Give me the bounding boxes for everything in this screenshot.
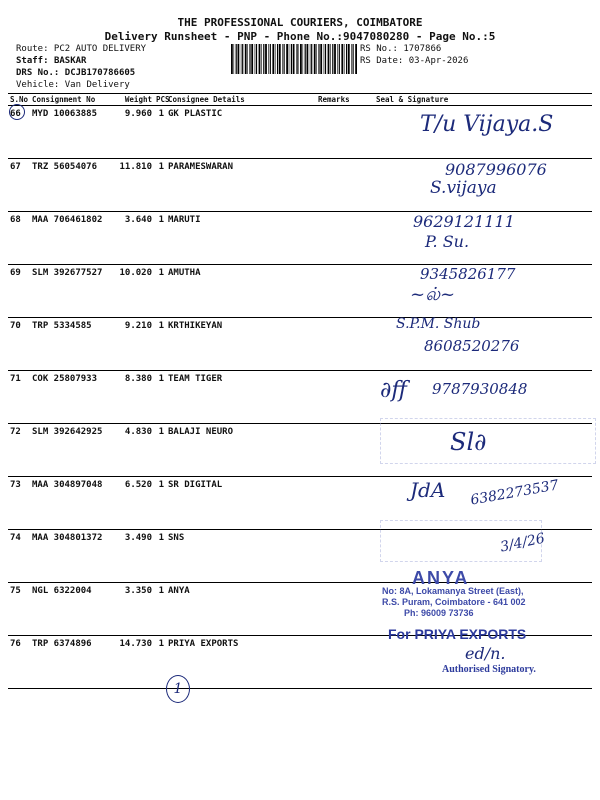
col-pcs: PCS xyxy=(156,95,170,104)
cell-remarks xyxy=(316,636,352,689)
drs-number: DRS No.: DCJB170786605 xyxy=(16,68,136,78)
date-74: 3/4/26 xyxy=(498,530,547,556)
priya-stamp-authorised: Authorised Signatory. xyxy=(442,664,536,675)
cell-consignment: MAA 706461802 xyxy=(30,212,114,265)
cell-consignment: MAA 304801372 xyxy=(30,530,114,583)
cell-consignment: COK 25807933 xyxy=(30,371,114,424)
anya-stamp-phone: Ph: 96009 73736 xyxy=(404,608,474,618)
cell-remarks xyxy=(316,159,352,212)
rs-date: RS Date: 03-Apr-2026 xyxy=(360,56,469,66)
cell-consignment: SLM 392642925 xyxy=(30,424,114,477)
col-remarks: Remarks xyxy=(316,94,352,106)
cell-sno: 70 xyxy=(8,318,30,371)
phone-70: 8608520276 xyxy=(424,337,520,355)
cell-weight: 10.020 xyxy=(114,265,154,318)
col-consignee: Consignee Details xyxy=(166,94,316,106)
phone-69: 9345826177 xyxy=(420,265,516,283)
company-title: THE PROFESSIONAL COURIERS, COIMBATORE xyxy=(177,16,423,29)
cell-weight: 11.810 xyxy=(114,159,154,212)
cell-consignment: TRP 6374896 xyxy=(30,636,114,689)
cell-pcs: 1 xyxy=(154,371,166,424)
cell-remarks xyxy=(316,477,352,530)
staff: Staff: BASKAR xyxy=(16,56,87,66)
cell-weight: 9.210 xyxy=(114,318,154,371)
cell-consignee: PRIYA EXPORTS xyxy=(166,636,316,689)
anya-stamp-address1: No: 8A, Lokamanya Street (East), xyxy=(382,586,524,596)
cell-remarks xyxy=(316,424,352,477)
cell-sno: 74 xyxy=(8,530,30,583)
cell-consignment: TRP 5334585 xyxy=(30,318,114,371)
col-sno: S.No xyxy=(10,95,29,104)
cell-sno: 67 xyxy=(8,159,30,212)
anya-stamp-address2: R.S. Puram, Coimbatore - 641 002 xyxy=(382,597,526,607)
cell-pcs: 1 xyxy=(154,583,166,636)
cell-sno: 69 xyxy=(8,265,30,318)
signature-69-icon: ~ல்~ xyxy=(410,284,456,305)
cell-pcs: 1 xyxy=(154,106,166,159)
page-mark: 1 xyxy=(166,675,190,703)
cell-consignment: TRZ 56054076 xyxy=(30,159,114,212)
col-consignment: Consignment No xyxy=(30,94,114,106)
cell-remarks xyxy=(316,583,352,636)
cell-weight: 3.640 xyxy=(114,212,154,265)
signature-73-icon: JdA xyxy=(410,478,446,502)
cell-consignee: MARUTI xyxy=(166,212,316,265)
col-weight: Weight xyxy=(114,94,154,106)
cell-sno: 72 xyxy=(8,424,30,477)
cell-consignee: AMUTHA xyxy=(166,265,316,318)
cell-consignee: BALAJI NEURO xyxy=(166,424,316,477)
cell-consignee: ANYA xyxy=(166,583,316,636)
signature-72-icon: Sl∂ xyxy=(450,428,487,456)
cell-pcs: 1 xyxy=(154,318,166,371)
barcode-image xyxy=(231,44,357,74)
route: Route: PC2 AUTO DELIVERY xyxy=(16,44,147,54)
cell-remarks xyxy=(316,265,352,318)
cell-pcs: 1 xyxy=(154,636,166,689)
cell-weight: 6.520 xyxy=(114,477,154,530)
cell-consignment: MYD 10063885 xyxy=(30,106,114,159)
cell-weight: 4.830 xyxy=(114,424,154,477)
cell-remarks xyxy=(316,106,352,159)
cell-sno: 68 xyxy=(8,212,30,265)
cell-weight: 3.350 xyxy=(114,583,154,636)
phone-68: 9629121111 xyxy=(413,212,515,231)
cell-sno: 66 xyxy=(8,106,30,159)
rs-number: RS No.: 1707866 xyxy=(360,44,442,54)
cell-consignment: MAA 304897048 xyxy=(30,477,114,530)
signature-68: P. Su. xyxy=(425,232,470,251)
cell-remarks xyxy=(316,318,352,371)
cell-consignee: SNS xyxy=(166,530,316,583)
cell-consignment: SLM 392677527 xyxy=(30,265,114,318)
cell-consignee: SR DIGITAL xyxy=(166,477,316,530)
faded-seal-72 xyxy=(380,418,596,464)
cell-remarks xyxy=(316,212,352,265)
signature-67: S.vijaya xyxy=(430,178,497,198)
cell-sno: 71 xyxy=(8,371,30,424)
faded-seal-74 xyxy=(380,520,542,562)
cell-pcs: 1 xyxy=(154,477,166,530)
anya-stamp-name: ANYA xyxy=(412,568,470,588)
circled-mark xyxy=(9,104,25,120)
cell-consignee: TEAM TIGER xyxy=(166,371,316,424)
cell-pcs: 1 xyxy=(154,265,166,318)
cell-consignee: KRTHIKEYAN xyxy=(166,318,316,371)
cell-pcs: 1 xyxy=(154,212,166,265)
cell-sno: 75 xyxy=(8,583,30,636)
cell-remarks xyxy=(316,371,352,424)
cell-sno: 76 xyxy=(8,636,30,689)
phone-73: 6382273537 xyxy=(469,477,560,509)
phone-67: 9087996076 xyxy=(445,160,547,179)
cell-consignee: GK PLASTIC xyxy=(166,106,316,159)
signature-66: T/u Vijaya.S xyxy=(420,112,554,137)
cell-pcs: 1 xyxy=(154,530,166,583)
cell-pcs: 1 xyxy=(154,159,166,212)
col-signature: Seal & Signature xyxy=(352,94,592,106)
runsheet-subtitle: Delivery Runsheet - PNP - Phone No.:9047080280 - Page No.:5 xyxy=(104,30,496,43)
priya-signature-icon: ed/n. xyxy=(465,644,506,663)
cell-remarks xyxy=(316,530,352,583)
table-header-row xyxy=(8,94,592,106)
cell-weight: 3.490 xyxy=(114,530,154,583)
signature-71-icon: ∂ff xyxy=(380,378,407,403)
cell-weight: 8.380 xyxy=(114,371,154,424)
cell-consignment: NGL 6322004 xyxy=(30,583,114,636)
priya-stamp-name: For PRIYA EXPORTS xyxy=(388,626,527,642)
cell-weight: 14.730 xyxy=(114,636,154,689)
cell-pcs: 1 xyxy=(154,424,166,477)
phone-71: 9787930848 xyxy=(432,380,528,398)
vehicle: Vehicle: Van Delivery xyxy=(16,80,130,90)
cell-weight: 9.960 xyxy=(114,106,154,159)
signature-70: S.P.M. Shub xyxy=(396,316,481,332)
cell-consignee: PARAMESWARAN xyxy=(166,159,316,212)
cell-sno: 73 xyxy=(8,477,30,530)
